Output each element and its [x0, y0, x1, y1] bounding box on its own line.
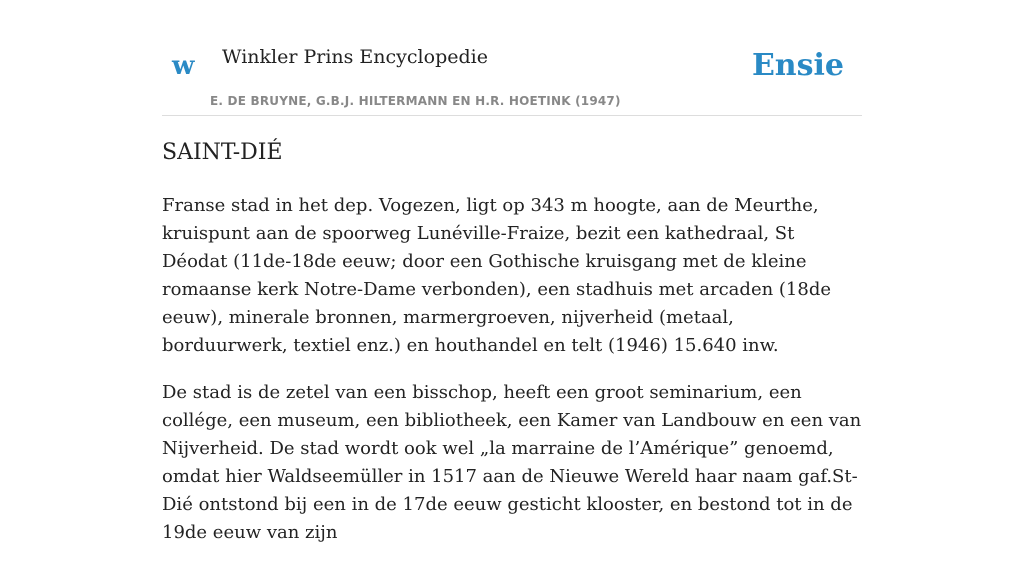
publication-title[interactable]: Winkler Prins Encyclopedie: [222, 46, 488, 68]
page: [162, 0, 862, 543]
winkler-prins-logo[interactable]: w: [172, 51, 195, 81]
authors-line: E. DE BRUYNE, G.B.J. HILTERMANN EN H.R. HOETINK (1947): [210, 94, 621, 108]
ensie-logo[interactable]: Ensie: [751, 48, 844, 83]
article-body: [162, 192, 862, 566]
header: [162, 0, 862, 116]
paragraph-2: De stad is de zetel van een bisschop, heeft een groot seminarium, een collége, een museum, een bibliotheek, een Kamer van Landbouw en een van Nijverheid. De stad wordt ook wel „la marraine de l’Amérique” genoemd, omdat hier Waldseemüller in 1517 aan de Nieuwe Wereld haar naam gaf.St-Dié ontstond bij een in de 17de eeuw gesticht klooster, en bestond tot in de 19de eeuw van zijn: [162, 382, 862, 543]
paragraph-1: Franse stad in het dep. Vogezen, ligt op 343 m hoogte, aan de Meurthe, kruispunt aan de spoorweg Lunéville-Fraize, bezit een kathedraal, St Déodat (11de-18de eeuw; door een Gothische kruisgang met de kleine romaanse kerk Notre-Dame verbonden), een stadhuis met arcaden (18de eeuw), minerale bronnen, marmergroeven, nijverheid (metaal, borduurwerk, textiel enz.) en houthandel en telt (1946) 15.640 inw.: [162, 195, 832, 356]
article-title: SAINT-DIÉ: [162, 140, 283, 165]
